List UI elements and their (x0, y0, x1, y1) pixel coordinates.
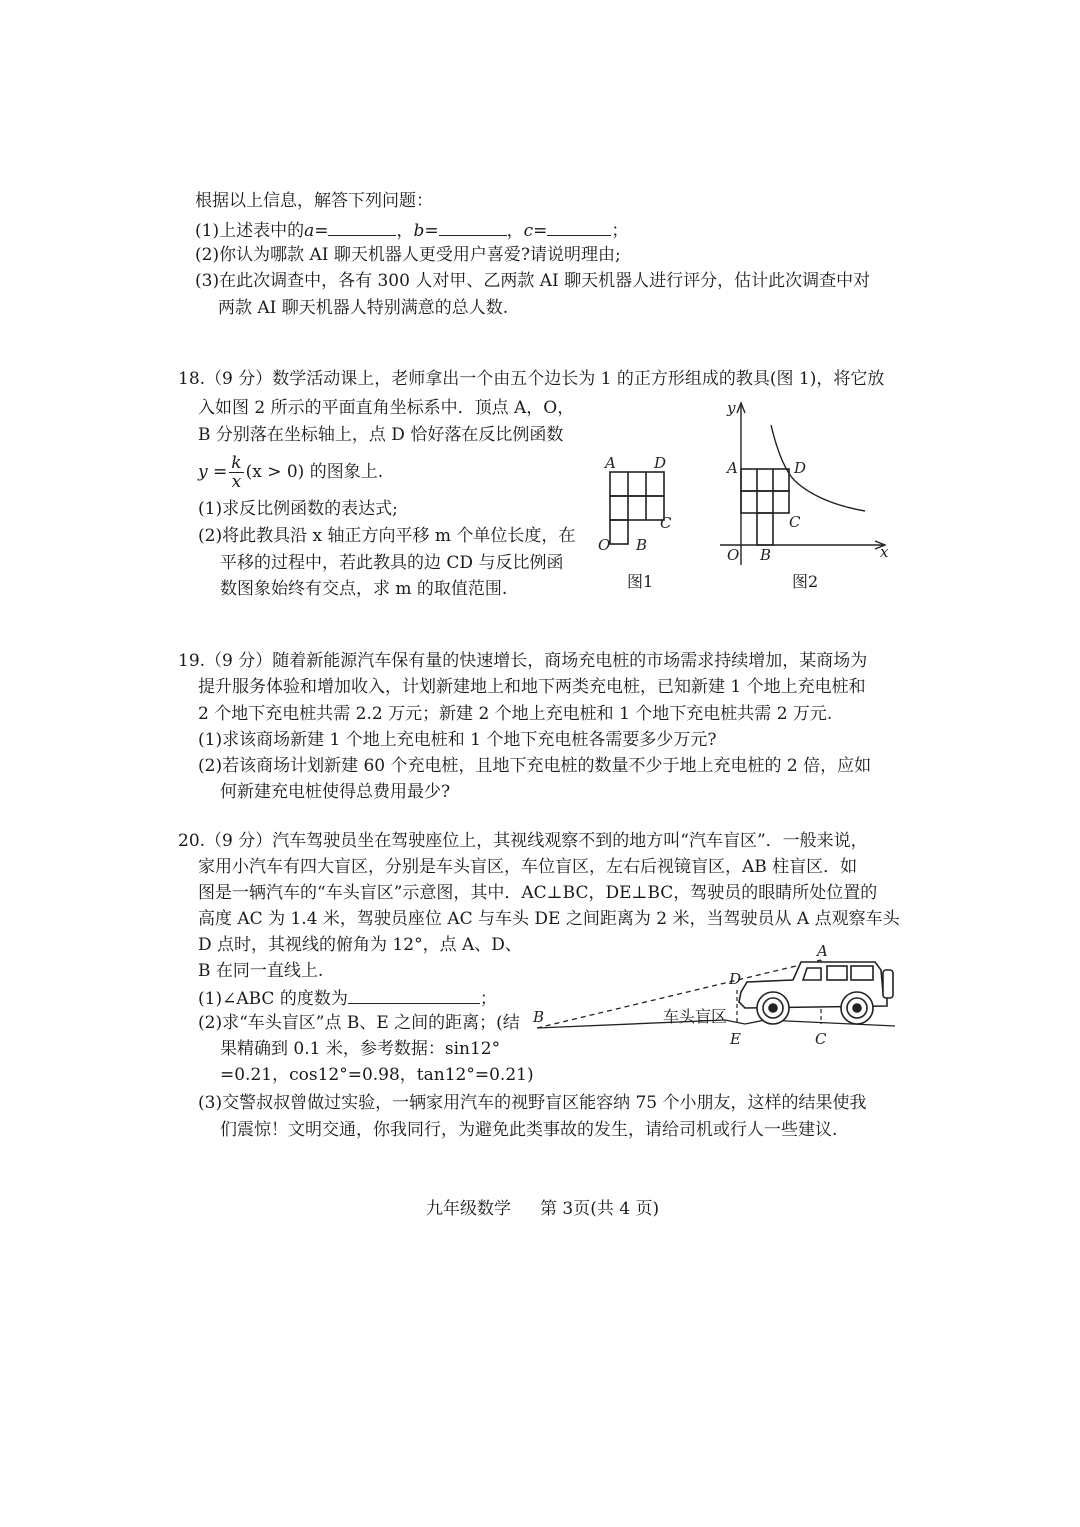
q17-intro: 根据以上信息，解答下列问题： (195, 191, 433, 211)
car-icon (739, 962, 893, 1024)
q20-part2-line1: (2)求“车头盲区”点 B、E 之间的距离；(结 (198, 1013, 520, 1033)
car-fig-label-C: C (815, 1030, 827, 1048)
q20-stem-line6: B 在同一直线上. (198, 961, 324, 981)
q19-part1: (1)求该商场新建 1 个地上充电桩和 1 个地下充电桩各需要多少万元? (198, 730, 717, 750)
footer-subject: 九年级数学 (426, 1199, 511, 1219)
fig2-label-y: y (727, 399, 736, 417)
q20-part2-line3: =0.21，cos12°=0.98，tan12°=0.21) (220, 1065, 534, 1085)
q20-part3-line1: (3)交警叔叔曾做过实验，一辆家用汽车的视野盲区能容纳 75 个小朋友，这样的结果使我 (198, 1093, 867, 1113)
q20-stem-line4: 高度 AC 为 1.4 米，驾驶员座位 AC 与车头 DE 之间距离为 2 米，当驾驶员从 A 点观察车头 (198, 909, 900, 929)
fig2-label-D: D (794, 459, 807, 477)
q18-function: y = $\frac{k}{x}$ (x > 0) 的图象上. (198, 453, 384, 492)
q19-part2-line1: (2)若该商场计划新建 60 个充电桩，且地下充电桩的数量不少于地上充电桩的 2 倍，应如 (198, 756, 872, 776)
answer-blank-c (547, 218, 611, 236)
fig2-label-x: x (880, 543, 889, 561)
q20-stem-line3: 图是一辆汽车的“车头盲区”示意图，其中．AC⊥BC，DE⊥BC，驾驶员的眼睛所处位置的 (198, 883, 878, 903)
q18-part2-line3: 数图象始终有交点，求 m 的取值范围. (220, 579, 508, 599)
fig1-label-B: B (636, 536, 648, 554)
q19-stem-line1: 19.（9 分）随着新能源汽车保有量的快速增长，商场充电桩的市场需求持续增加，某商场为 (178, 651, 868, 671)
q20-part2-line2: 果精确到 0.1 米，参考数据：sin12° (220, 1039, 501, 1059)
q19-part2-line2: 何新建充电桩使得总费用最少? (220, 782, 451, 802)
fig2-label-O: O (727, 546, 740, 564)
q17-part3-line1: (3)在此次调查中，各有 300 人对甲、乙两款 AI 聊天机器人进行评分，估计此次调查中对 (195, 271, 871, 291)
q18-figure-1 (590, 450, 690, 560)
q18-stem-line1: 18.（9 分）数学活动课上，老师拿出一个由五个边长为 1 的正方形组成的教具(图 1)，将它放 (178, 369, 885, 389)
q18-figure-2 (715, 395, 900, 570)
q17-part3-line2: 两款 AI 聊天机器人特别满意的总人数. (218, 298, 509, 318)
blind-zone-label: 车头盲区 (663, 1007, 728, 1026)
fig2-label-B: B (760, 546, 772, 564)
fig2-label-A: A (727, 459, 738, 477)
car-fig-label-A: A (817, 942, 828, 960)
q18-figure-2-caption: 图2 (792, 572, 819, 591)
q20-car-blind-zone-figure (525, 940, 905, 1055)
fig1-label-C: C (660, 514, 672, 532)
answer-blank-a (328, 218, 396, 236)
q18-part2-line2: 平移的过程中，若此教具的边 CD 与反比例函 (220, 553, 564, 573)
q17-part1: (1)上述表中的a= ，b= ，c= ； (195, 218, 628, 242)
q18-part2-line1: (2)将此教具沿 x 轴正方向平移 m 个单位长度，在 (198, 526, 576, 546)
footer-page-number: 第 3页(共 4 页) (540, 1199, 660, 1219)
car-fig-label-D: D (729, 970, 742, 988)
q19-stem-line2: 提升服务体验和增加收入，计划新建地上和地下两类充电桩，已知新建 1 个地上充电桩和 (198, 677, 866, 697)
q18-part1: (1)求反比例函数的表达式; (198, 499, 398, 519)
q19-stem-line3: 2 个地下充电桩共需 2.2 万元；新建 2 个地上充电桩和 1 个地下充电桩共需 2 万元. (198, 704, 833, 724)
fig1-label-D: D (654, 454, 667, 472)
inverse-function-curve (771, 425, 865, 511)
q20-stem-line1: 20.（9 分）汽车驾驶员坐在驾驶座位上，其视线观察不到的地方叫“汽车盲区”．一般来说， (178, 831, 868, 851)
q20-stem-line2: 家用小汽车有四大盲区，分别是车头盲区，车位盲区，左右后视镜盲区，AB 柱盲区．如 (198, 857, 858, 877)
q18-figure-1-caption: 图1 (627, 572, 654, 591)
q17-part2: (2)你认为哪款 AI 聊天机器人更受用户喜爱?请说明理由; (195, 245, 621, 265)
answer-blank-b (439, 218, 507, 236)
q18-stem-line3: B 分别落在坐标轴上，点 D 恰好落在反比例函数 (198, 425, 564, 445)
fig1-label-A: A (605, 454, 616, 472)
answer-blank-angle (348, 986, 480, 1004)
fig2-label-C: C (789, 513, 801, 531)
q20-part1: (1)∠ABC 的度数为 ； (198, 986, 497, 1010)
q20-stem-line5: D 点时，其视线的俯角为 12°，点 A、D、 (198, 935, 522, 955)
car-fig-label-B: B (533, 1008, 545, 1026)
car-fig-label-E: E (730, 1030, 741, 1048)
q20-part3-line2: 们震惊！文明交通，你我同行，为避免此类事故的发生，请给司机或行人一些建议. (220, 1120, 838, 1140)
fig1-label-O: O (598, 536, 611, 554)
q18-stem-line2: 入如图 2 所示的平面直角坐标系中．顶点 A，O， (198, 398, 575, 418)
fraction-k-over-x: $\frac{k}{x}$ (231, 453, 242, 492)
